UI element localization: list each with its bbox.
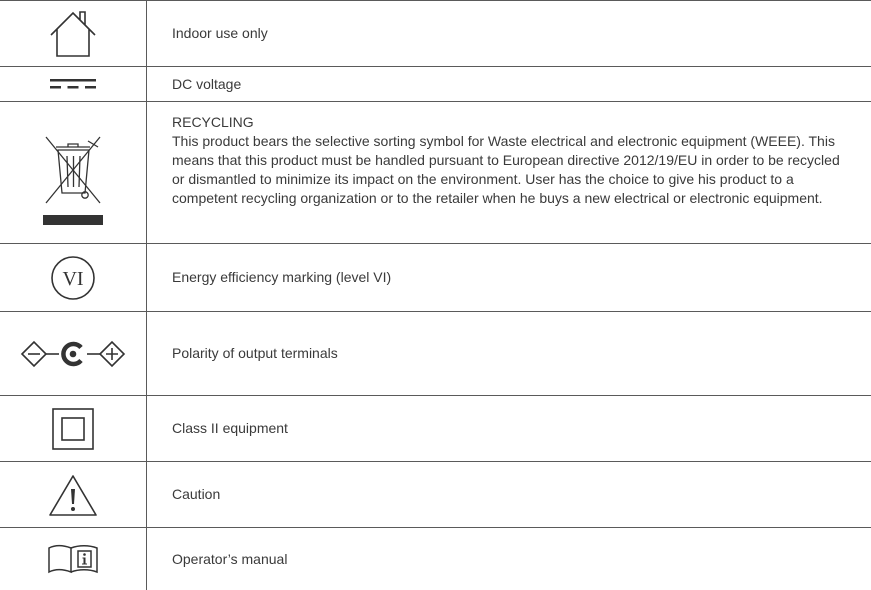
crossed-out-wheelie-bin-icon: [38, 117, 108, 229]
table-row-indoor-use: [0, 0, 871, 66]
table-row-recycling: [0, 101, 871, 243]
operators-manual-icon: [45, 542, 101, 576]
recycling-body: This product bears the selective sorting symbol for Waste electrical and electronic equipment (WEEE). This means that this product must be handled pursuant to European directive 2012/19/EU in order to be recycled or dismantled to minimize its impact on the environment. User has the choice to give his product to a competent recycling organization or to the retailer when he buys a new electrical or electronic equipment.: [172, 133, 840, 206]
symbol-description: [172, 102, 841, 243]
symbol-description: Polarity of output terminals: [172, 345, 338, 361]
icon-cell: [0, 1, 146, 66]
caution-triangle-icon: [47, 472, 99, 518]
icon-cell: [0, 67, 146, 101]
house-icon: [47, 8, 99, 60]
symbol-description: Energy efficiency marking (level VI): [172, 269, 392, 285]
icon-cell: [0, 462, 146, 527]
symbol-description: Caution: [172, 486, 221, 502]
symbol-description: Class II equipment: [172, 420, 288, 436]
table-row-class-ii: [0, 395, 871, 461]
energy-level-label: VI: [62, 267, 84, 290]
symbol-description: Operator’s manual: [172, 550, 288, 567]
table-row-operators-manual: [0, 527, 871, 590]
icon-cell: [0, 396, 146, 461]
dc-voltage-icon: [48, 76, 98, 92]
symbol-description: Indoor use only: [172, 25, 268, 41]
recycling-heading: RECYCLING: [172, 114, 254, 130]
icon-cell: [0, 312, 146, 395]
polarity-icon: [19, 338, 127, 370]
table-row-energy-efficiency: [0, 243, 871, 311]
energy-efficiency-vi-icon: [49, 254, 97, 302]
recycling-text: [172, 113, 841, 208]
table-row-dc-voltage: [0, 66, 871, 101]
table-row-caution: [0, 461, 871, 527]
column-divider: [146, 0, 147, 590]
icon-cell: [0, 528, 146, 590]
icon-cell: [0, 102, 146, 243]
symbol-description: DC voltage: [172, 75, 242, 92]
icon-cell: [0, 244, 146, 311]
table-row-polarity: [0, 311, 871, 395]
class-ii-equipment-icon: [50, 406, 96, 452]
